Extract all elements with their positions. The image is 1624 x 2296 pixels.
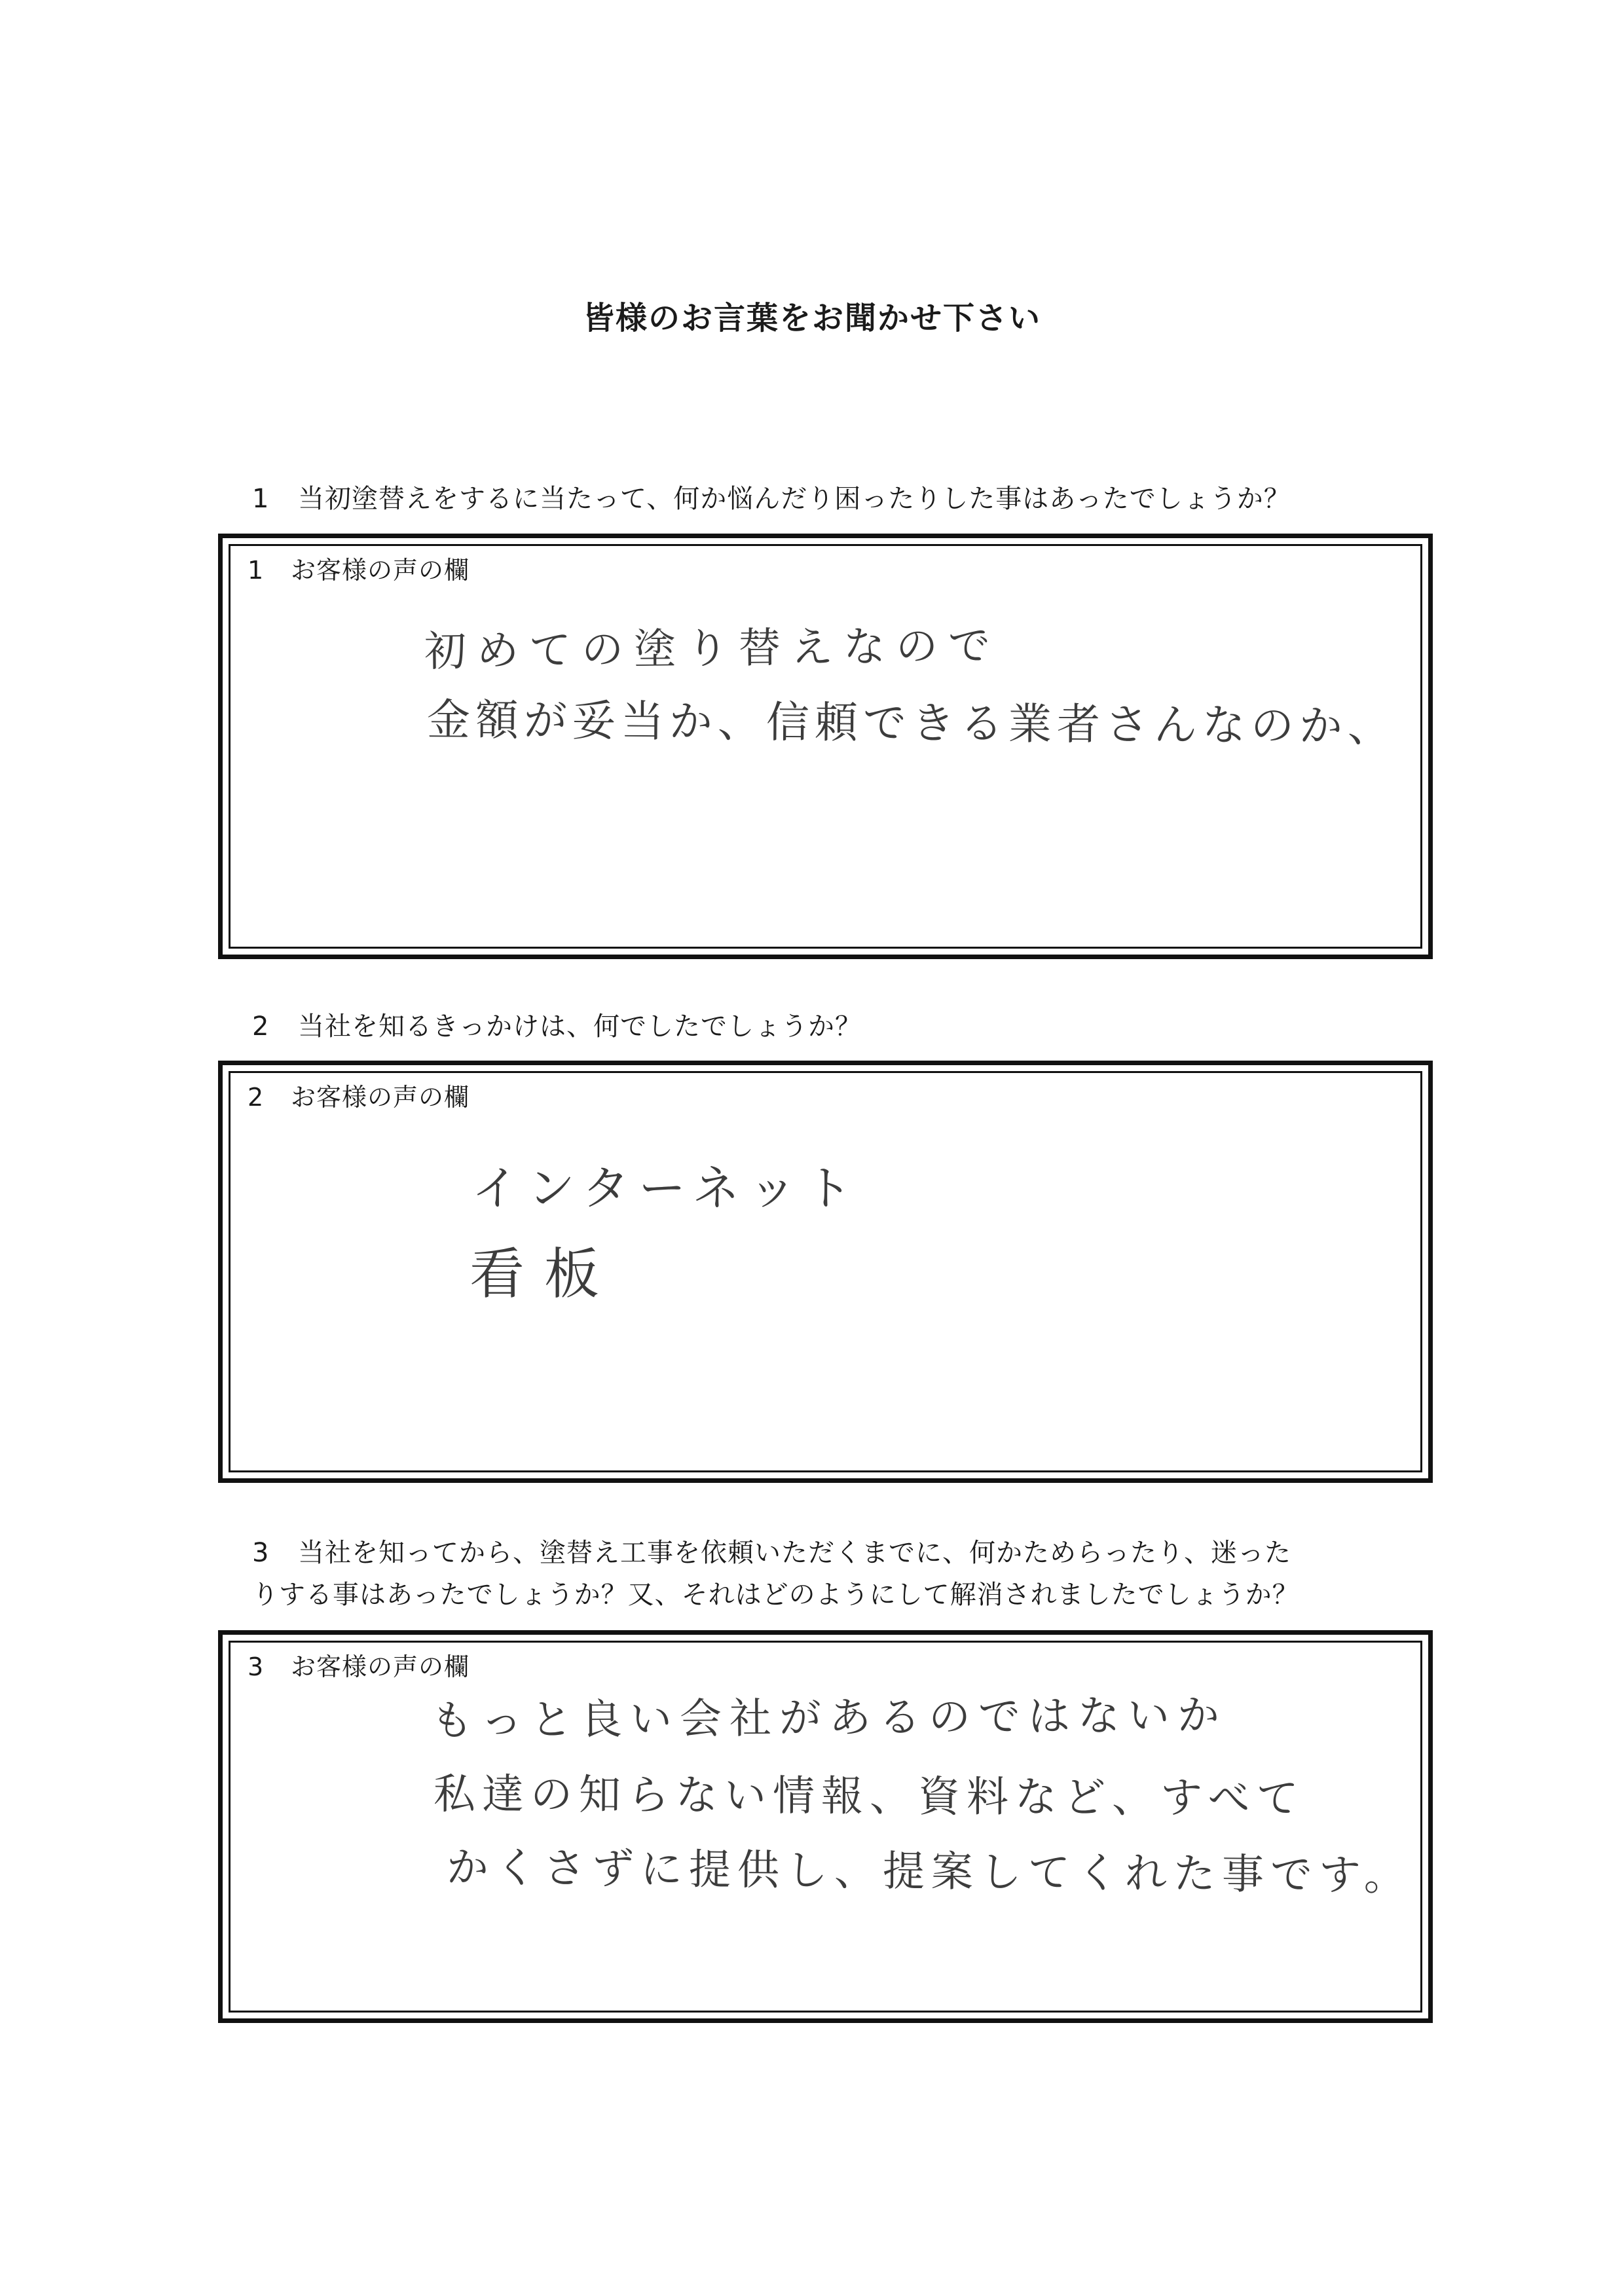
answer-box-2 bbox=[218, 1061, 1433, 1483]
box-number: 3 bbox=[248, 1652, 265, 1681]
answer-box-3 bbox=[218, 1630, 1433, 2023]
question-number: 3 bbox=[252, 1538, 270, 1568]
question-text-continued: りする事はあったでしょうか？又、それはどのようにして解消されましたでしょうか？ bbox=[252, 1580, 1299, 1610]
question-3 bbox=[252, 1532, 1431, 1616]
question-1 bbox=[252, 478, 1431, 520]
handwritten-answer-line: 看板 bbox=[470, 1242, 619, 1306]
box-label-text: お客様の声の欄 bbox=[291, 1083, 470, 1112]
question-text: 当初塗替えをするに当たって、何か悩んだり困ったりした事はあったでしょうか？ bbox=[298, 484, 1291, 514]
box-label-text: お客様の声の欄 bbox=[291, 556, 470, 585]
question-number: 1 bbox=[252, 484, 270, 514]
handwritten-answer-line: かくさずに提供し、提案してくれた事です。 bbox=[446, 1844, 1413, 1901]
box-label bbox=[248, 1650, 470, 1683]
question-number: 2 bbox=[252, 1011, 270, 1042]
question-text: 当社を知るきっかけは、何でしたでしょうか？ bbox=[298, 1011, 862, 1042]
answer-box-1 bbox=[218, 534, 1433, 959]
box-label bbox=[248, 1081, 470, 1114]
question-2 bbox=[252, 1006, 1431, 1048]
box-label bbox=[248, 554, 470, 587]
handwritten-answer-line: インターネット bbox=[471, 1161, 862, 1216]
handwritten-answer-line: 金額が妥当か、信頼できる業者さんなのか、 bbox=[426, 695, 1397, 752]
answer-box-inner bbox=[229, 1641, 1422, 2013]
answer-box-inner bbox=[229, 544, 1422, 949]
question-text: 当社を知ってから、塗替え工事を依頼いただくまでに、何かためらったり、迷った bbox=[298, 1538, 1291, 1568]
handwritten-answer-line: 初めての塗り替えなので bbox=[424, 621, 1001, 676]
answer-box-inner bbox=[229, 1071, 1422, 1472]
handwritten-answer-line: 私達の知らない情報、資料など、すべて bbox=[433, 1770, 1305, 1823]
box-number: 1 bbox=[248, 556, 265, 585]
handwritten-answer-line: もっと良い会社があるのではないか bbox=[430, 1691, 1228, 1745]
box-number: 2 bbox=[248, 1083, 265, 1112]
page-title: 皆様のお言葉をお聞かせ下さい bbox=[582, 300, 1041, 337]
box-label-text: お客様の声の欄 bbox=[291, 1652, 470, 1681]
